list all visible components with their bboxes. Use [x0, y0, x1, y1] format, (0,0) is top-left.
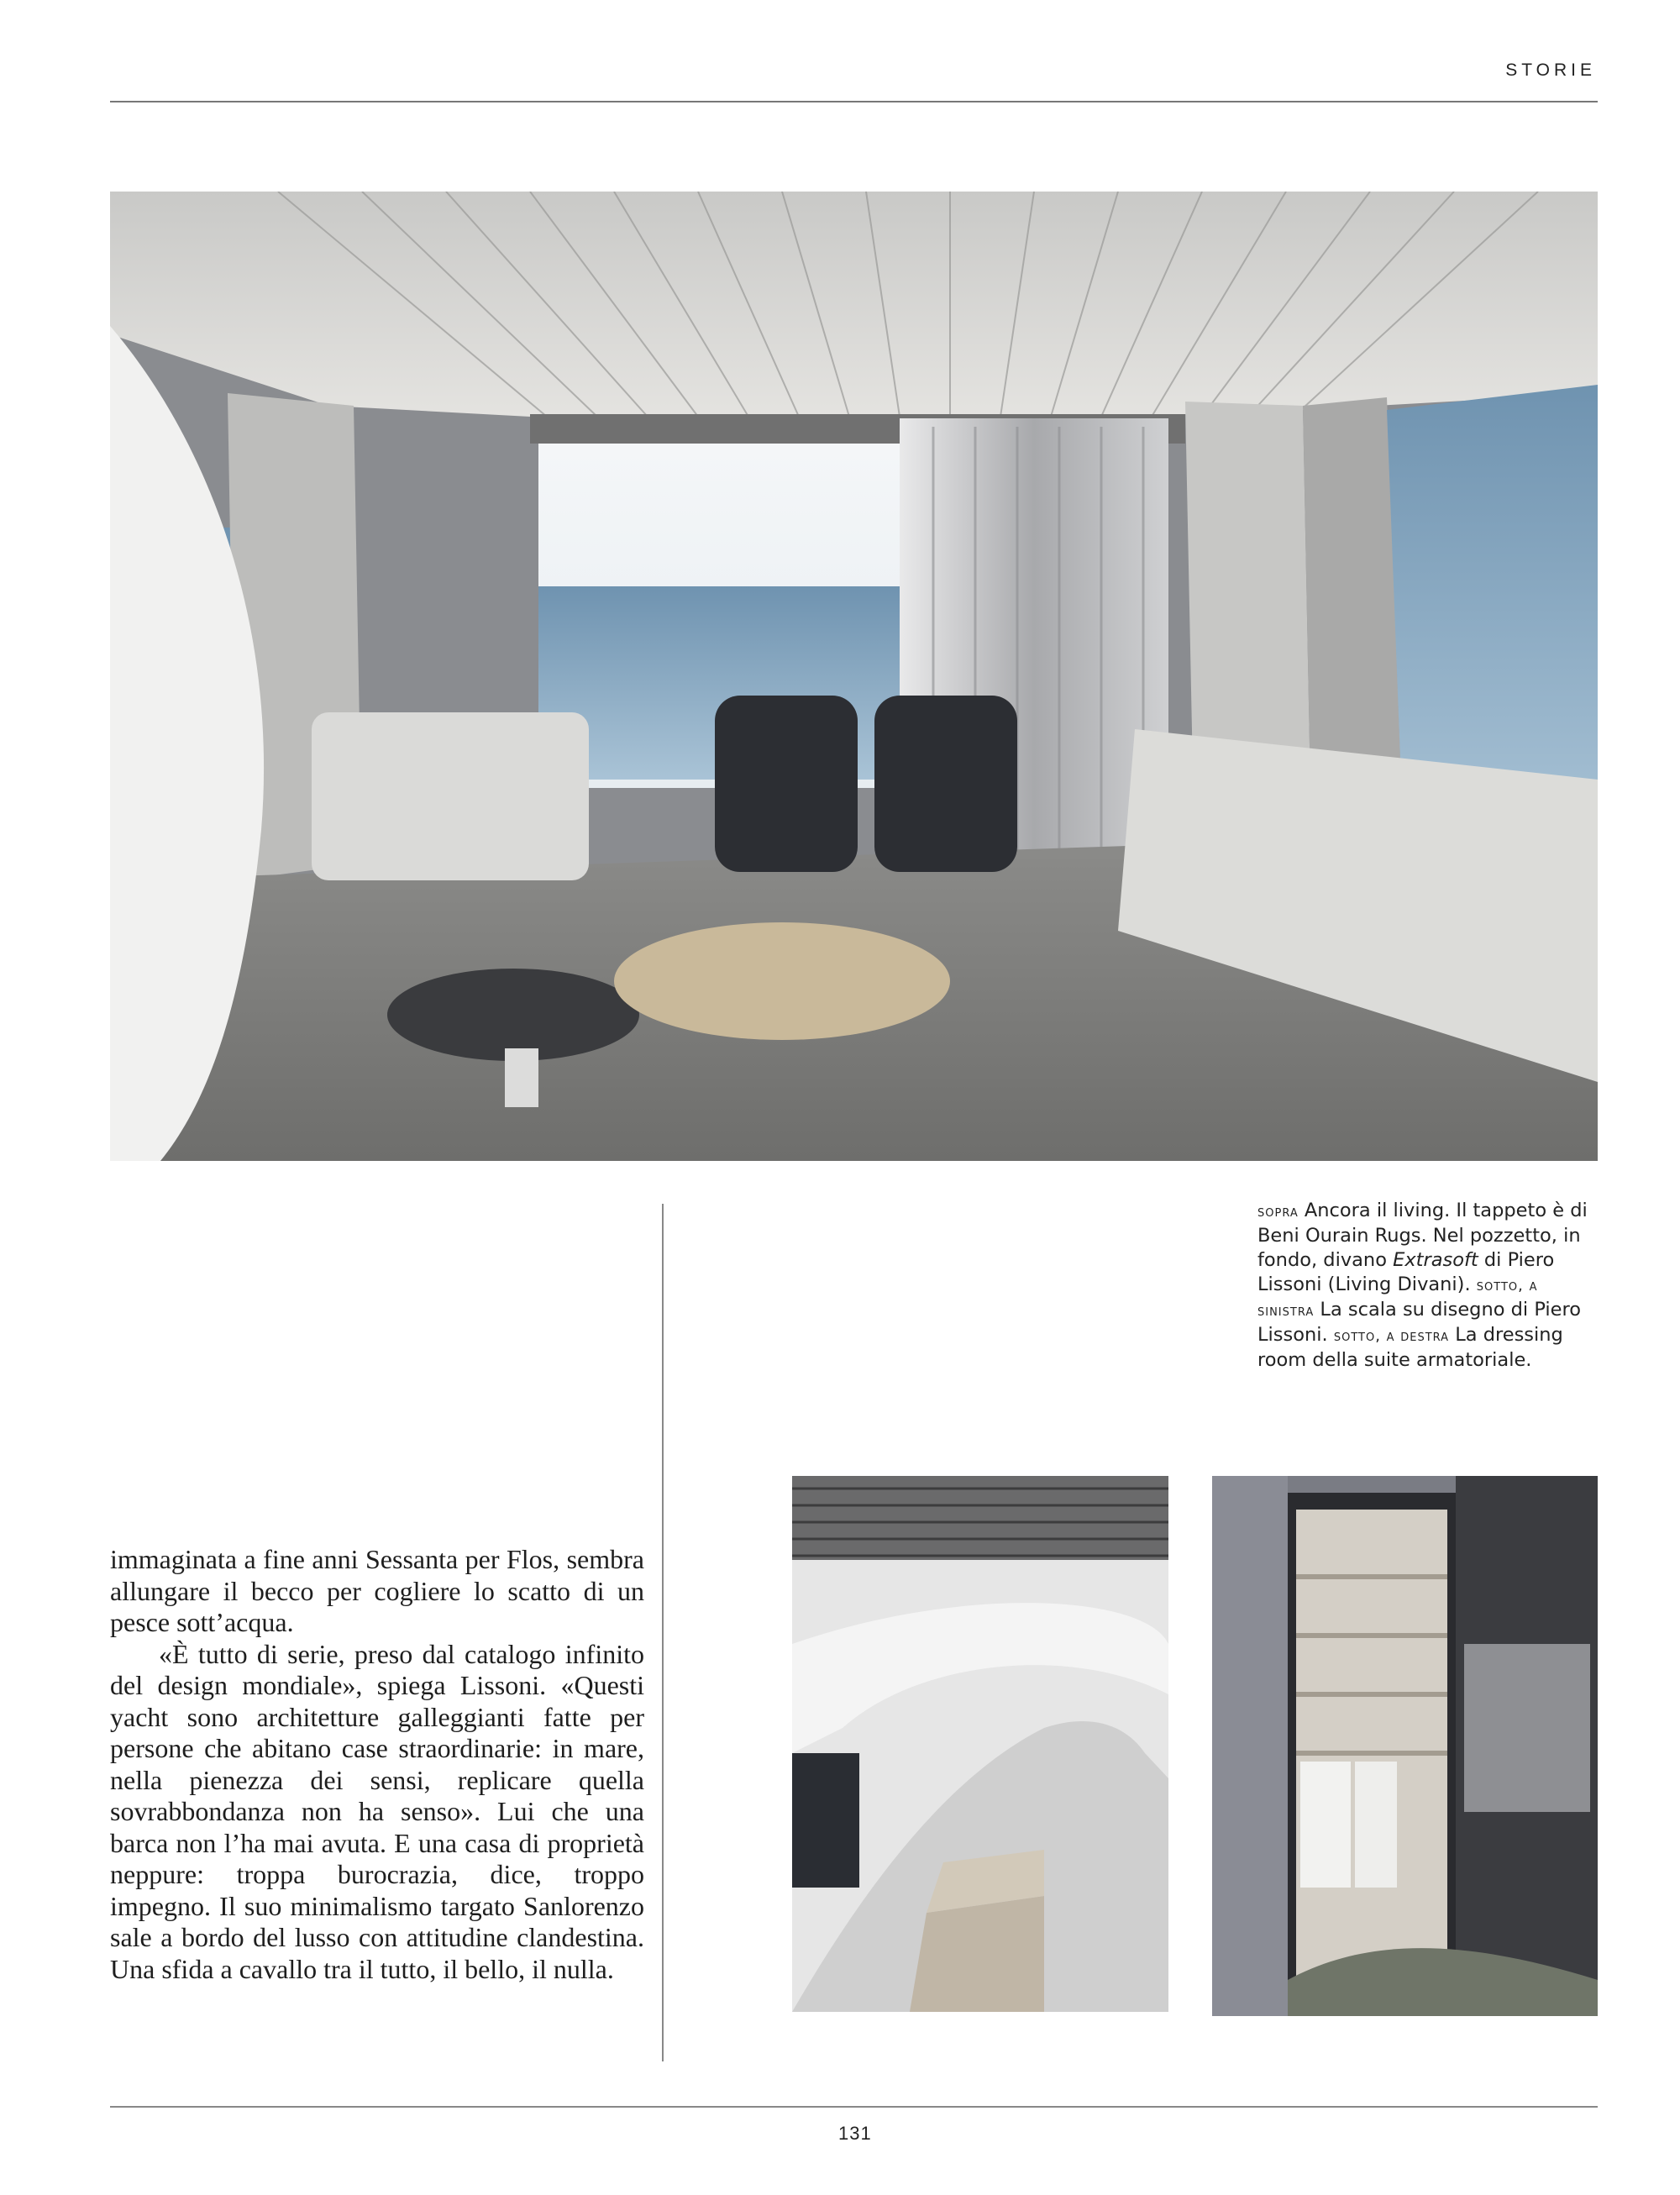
- photo-caption: [1257, 1199, 1598, 1373]
- staircase-photo: [792, 1476, 1168, 2012]
- section-label: STORIE: [1505, 60, 1596, 80]
- living-room-illustration: [110, 192, 1598, 1161]
- footer-divider: [110, 2106, 1598, 2108]
- column-divider: [662, 1204, 664, 2061]
- article-paragraph: immaginata a fine anni Sessanta per Flos, sembra allungare il becco per cogliere lo scatto di un pesce sott’acqua.: [110, 1544, 644, 1637]
- caption-italic-product: Extrasoft: [1393, 1249, 1478, 1271]
- caption-text-4: La dressing room della suite armatoriale.: [1257, 1324, 1563, 1371]
- main-photo: [110, 192, 1598, 1161]
- article-paragraph: «È tutto di serie, preso dal catalogo infinito del design mondiale», spiega Lissoni. «Questi yacht sono architetture galleggianti fatte per persone che abitano case straordinarie: in mare, nella pienezza dei sensi, replicare quella sovrabbondanza non ha senso». Lui che una barca non l’ha mai avuta. E una casa di proprietà neppure: troppa burocrazia, dice, troppo impegno. Il suo minimalismo targato Sanlorenzo sale a bordo del lusso con attitudine clandestina. Una sfida a cavallo tra il tutto, il bello, il nulla.: [110, 1638, 644, 1984]
- caption-label-below-left: sotto, a sinistra: [1257, 1277, 1538, 1320]
- caption-label-below-right: sotto, a destra: [1333, 1327, 1450, 1345]
- page-number: 131: [838, 2123, 872, 2144]
- article-body: [110, 1544, 644, 1985]
- caption-label-above: sopra: [1257, 1203, 1299, 1221]
- caption-text-3: La scala su disegno di Piero Lissoni.: [1257, 1299, 1582, 1346]
- staircase-illustration: [792, 1476, 1168, 2012]
- header-divider: [110, 101, 1598, 102]
- caption-text-2: di Piero Lissoni (Living Divani).: [1257, 1249, 1555, 1295]
- dressing-room-photo: [1212, 1476, 1598, 2016]
- dressing-room-illustration: [1212, 1476, 1598, 2016]
- caption-text-1: Ancora il living. Il tappeto è di Beni Ourain Rugs. Nel pozzetto, in fondo, divano: [1257, 1200, 1588, 1271]
